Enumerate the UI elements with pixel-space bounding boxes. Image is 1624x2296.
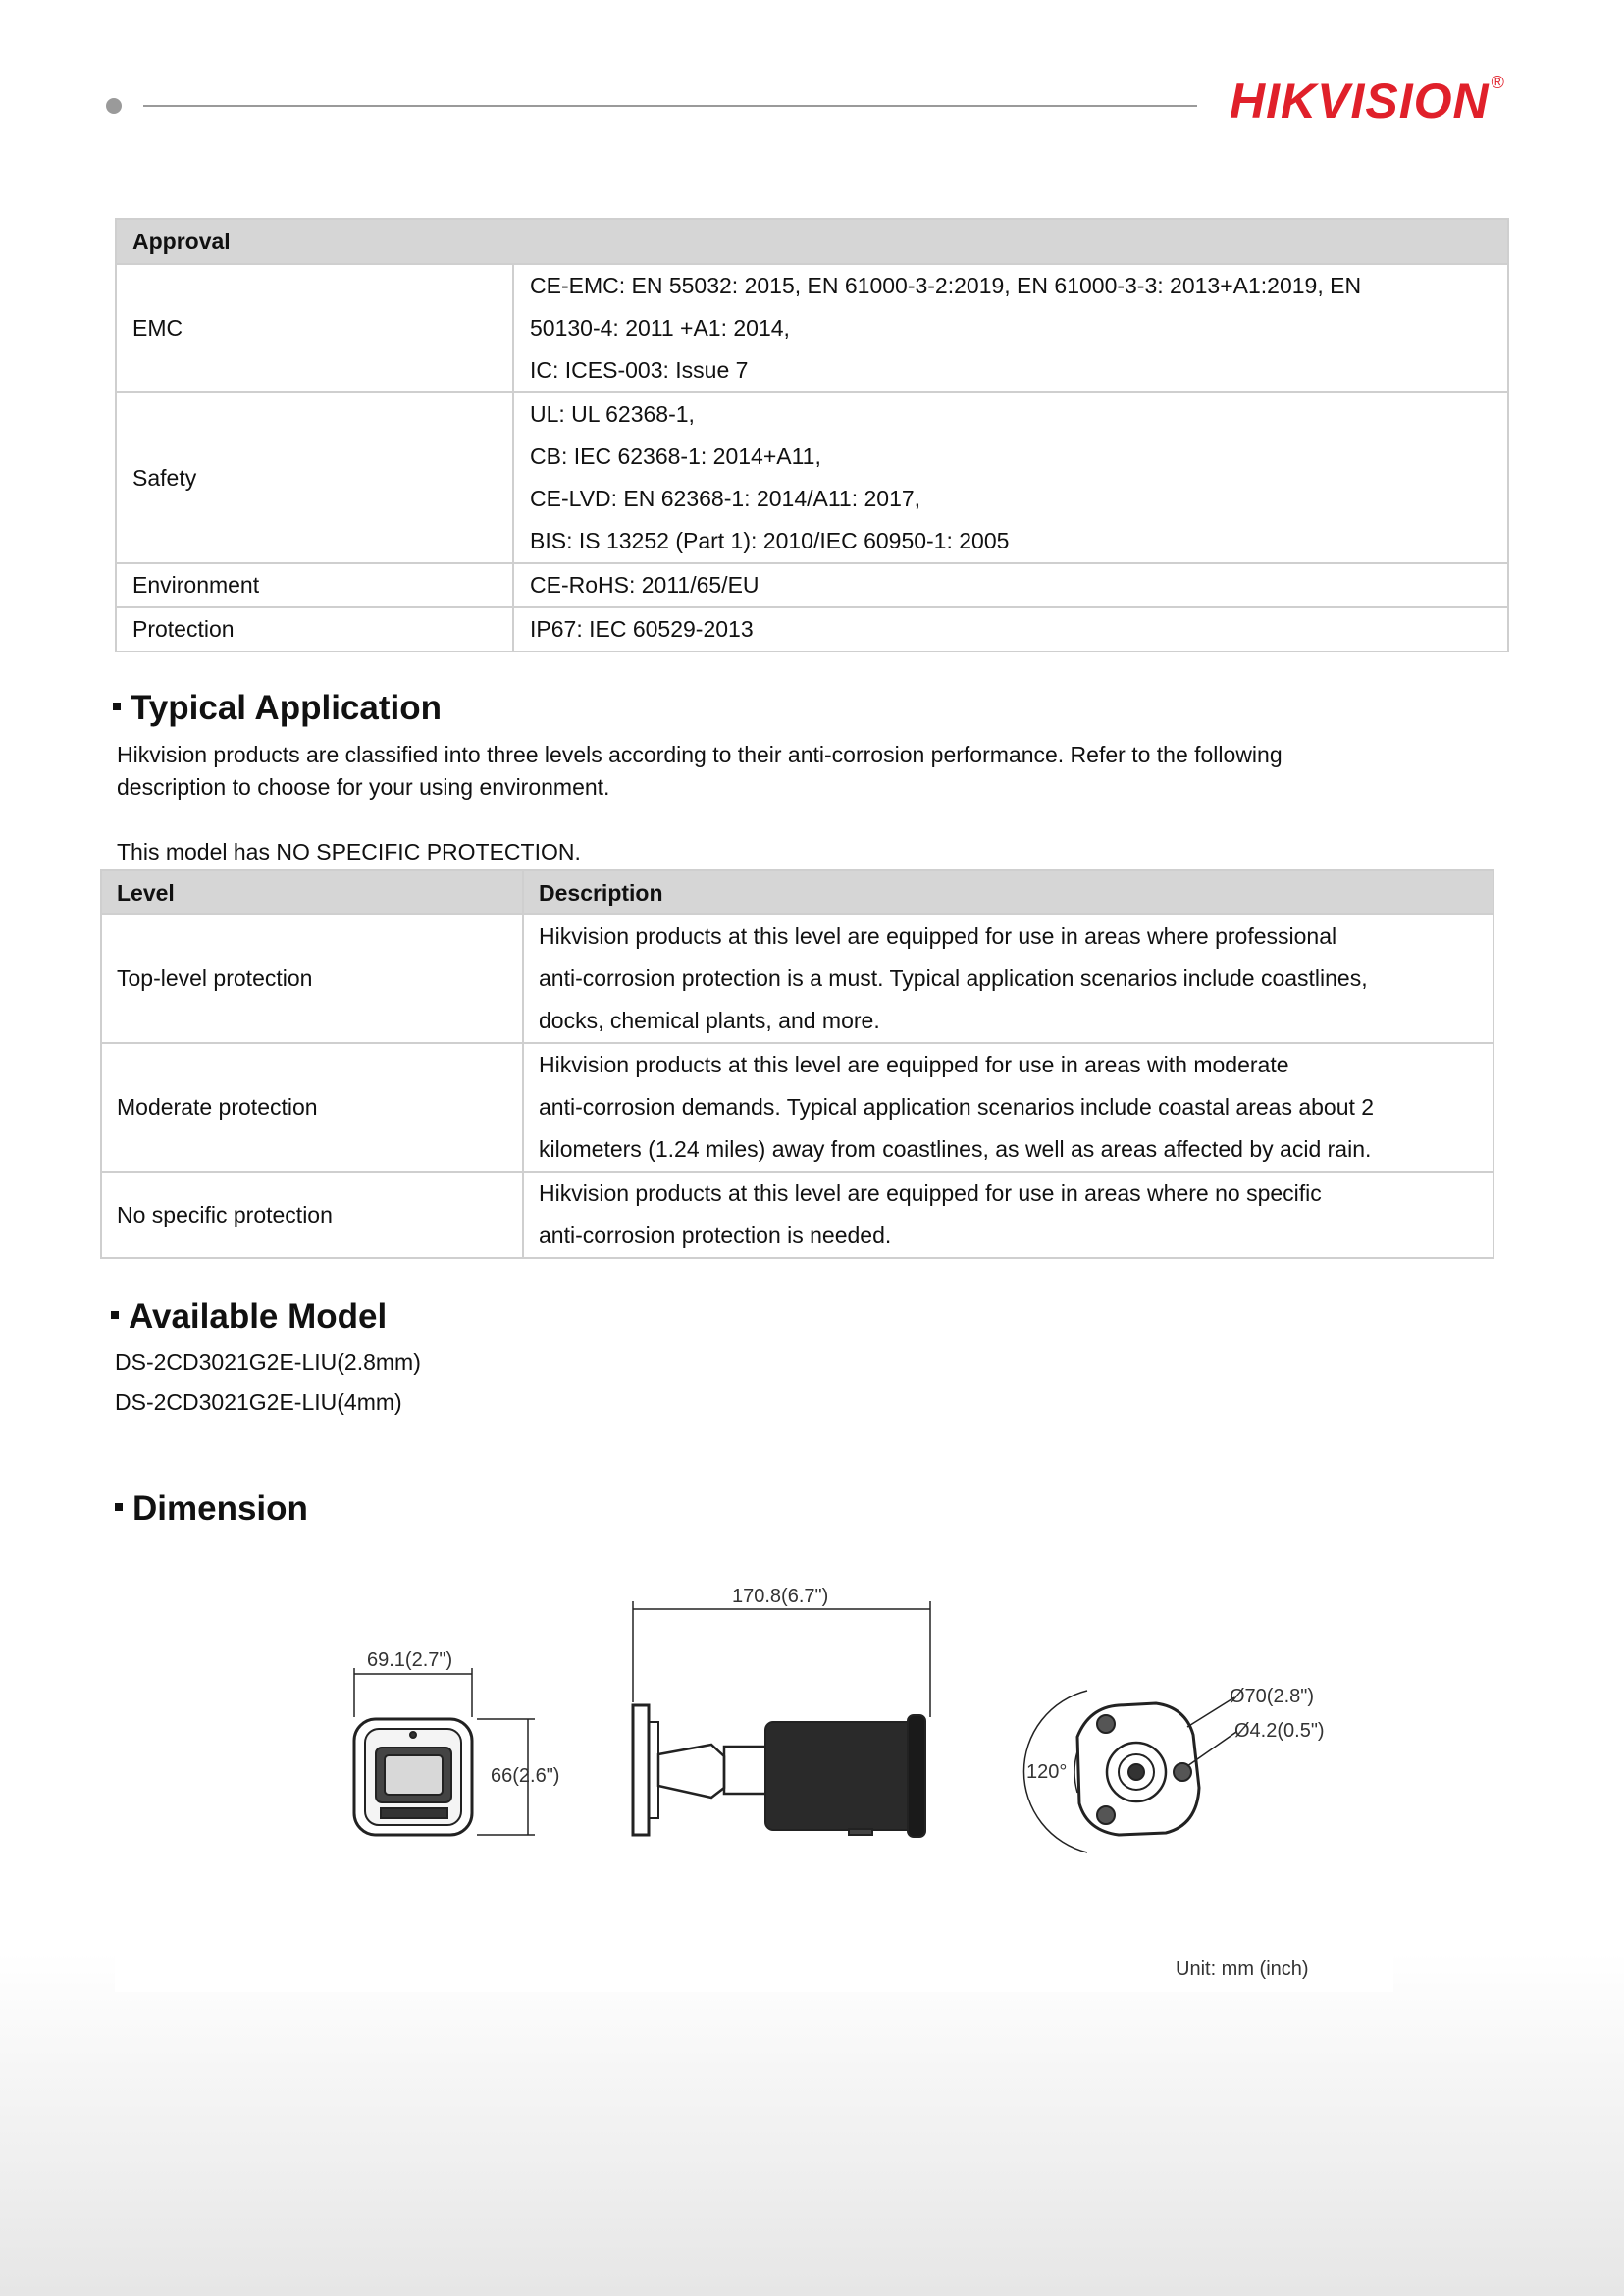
typical-application-intro-line1: Hikvision products are classified into three levels according to their anti-corrosion performance. Refer to the following <box>117 742 1283 767</box>
level-none: No specific protection <box>101 1172 523 1258</box>
model-item: DS-2CD3021G2E-LIU(2.8mm) <box>115 1349 421 1375</box>
approval-label-environment: Environment <box>116 563 513 607</box>
angle-label: 120° <box>1026 1761 1068 1783</box>
approval-label-emc: EMC <box>116 264 513 392</box>
level-moderate: Moderate protection <box>101 1043 523 1172</box>
front-height-label: 66(2.6") <box>491 1765 560 1787</box>
unit-note: Unit: mm (inch) <box>1176 1958 1309 1980</box>
levels-col-description: Description <box>523 870 1493 914</box>
approval-value-environment: CE-RoHS: 2011/65/EU <box>513 563 1508 607</box>
brand-logo: HIKVISION ® <box>1230 73 1505 129</box>
approval-value-safety: UL: UL 62368-1, CB: IEC 62368-1: 2014+A11, CE-LVD: EN 62368-1: 2014/A11: 2017, BIS: IS 13252 (Part 1): 2010/IEC 60950-1: 2005 <box>513 392 1508 563</box>
model-item: DS-2CD3021G2E-LIU(4mm) <box>115 1389 402 1415</box>
side-length-label: 170.8(6.7") <box>732 1586 829 1607</box>
approval-label-safety: Safety <box>116 392 513 563</box>
base-diameter-label: Ø70(2.8") <box>1230 1686 1315 1707</box>
dimension-title: Dimension <box>115 1489 308 1529</box>
front-width-label: 69.1(2.7") <box>367 1649 453 1671</box>
hole-diameter-label: Ø4.2(0.5") <box>1234 1720 1325 1742</box>
level-top: Top-level protection <box>101 914 523 1043</box>
typical-application-title: Typical Application <box>113 689 442 728</box>
available-model-title: Available Model <box>111 1297 387 1336</box>
typical-application-intro-line2: description to choose for your using environment. <box>117 774 610 800</box>
level-moderate-description: Hikvision products at this level are equipped for use in areas with moderate anti-corrosion demands. Typical application scenarios include coastal areas about 2 kilometers (1.24 miles) away from coastlines, as well as areas affected by acid rain. <box>523 1043 1493 1172</box>
front-view <box>354 1668 535 1835</box>
approval-header: Approval <box>116 219 1508 264</box>
approval-label-protection: Protection <box>116 607 513 652</box>
levels-col-level: Level <box>101 870 523 914</box>
model-protection-note: This model has NO SPECIFIC PROTECTION. <box>117 839 581 864</box>
level-top-description: Hikvision products at this level are equipped for use in areas where professional anti-corrosion protection is a must. Typical application scenarios include coastlines, docks, chemical plants, and more. <box>523 914 1493 1043</box>
approval-value-emc: CE-EMC: EN 55032: 2015, EN 61000-3-2:2019, EN 61000-3-3: 2013+A1:2019, EN 50130-4: 2011 +A1: 2014, IC: ICES-003: Issue 7 <box>513 264 1508 392</box>
side-view <box>633 1601 930 1837</box>
level-none-description: Hikvision products at this level are equipped for use in areas where no specific anti-corrosion protection is needed. <box>523 1172 1493 1258</box>
approval-value-protection: IP67: IEC 60529-2013 <box>513 607 1508 652</box>
